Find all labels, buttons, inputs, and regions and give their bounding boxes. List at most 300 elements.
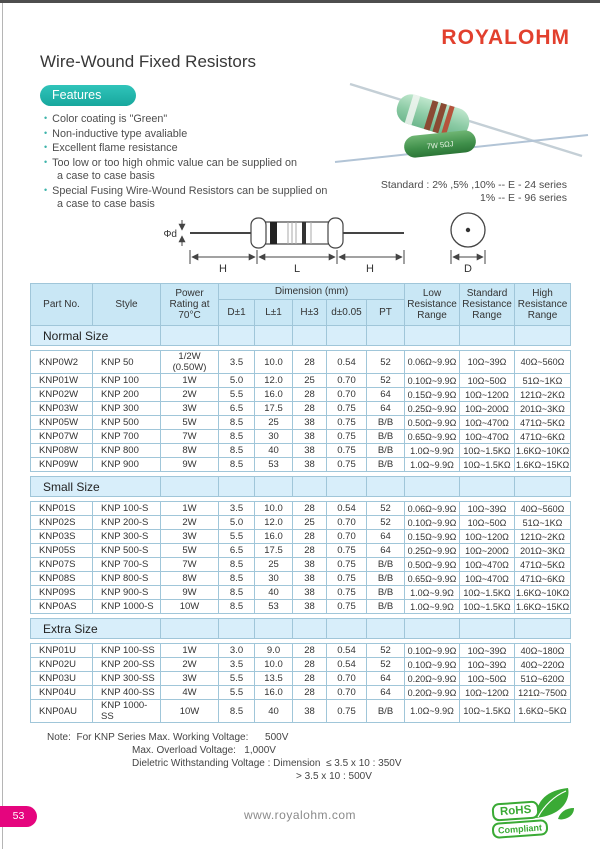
table-cell: KNP0AU xyxy=(31,700,93,723)
table-cell: 10Ω~200Ω xyxy=(460,402,515,416)
bullet-icon: • xyxy=(44,156,48,167)
table-cell: 0.10Ω~9.9Ω xyxy=(405,516,460,530)
table-cell: B/B xyxy=(367,430,405,444)
section-row xyxy=(31,619,571,639)
col-header-pt: PT xyxy=(367,300,405,326)
feature-item xyxy=(44,156,327,171)
table-cell: 0.25Ω~9.9Ω xyxy=(405,402,460,416)
col-header-high-range: High Resistance Range xyxy=(515,284,571,326)
table-cell: 51Ω~1KΩ xyxy=(515,374,571,388)
table-cell: 10Ω~1.5KΩ xyxy=(460,444,515,458)
table-cell: 0.70 xyxy=(327,686,367,700)
col-header-d: D±1 xyxy=(219,300,255,326)
table-cell: 30 xyxy=(255,572,293,586)
table-cell: 28 xyxy=(293,402,327,416)
feature-text: a case to case basis xyxy=(57,170,155,182)
section-cell xyxy=(161,477,219,497)
table-cell: 5.5 xyxy=(219,672,255,686)
table-cell: B/B xyxy=(367,444,405,458)
table-cell: 1.6KΩ~15KΩ xyxy=(516,601,570,612)
table-cell: 8.5 xyxy=(219,600,255,614)
diameter-label: Φd xyxy=(163,229,177,240)
col-header-power: Power Rating at 70°C xyxy=(161,284,219,326)
table-cell: 5.5 xyxy=(219,388,255,402)
table-cell: 40 xyxy=(255,444,293,458)
table-cell: B/B xyxy=(367,572,405,586)
section-cell xyxy=(367,326,405,346)
table-cell: 6.5 xyxy=(219,402,255,416)
table-cell: 10Ω~1.5KΩ xyxy=(460,458,515,472)
note-line-2: Max. Overload Voltage: 1,000V xyxy=(132,745,276,756)
table-cell: 2W xyxy=(161,658,219,672)
table-cell: 471Ω~6KΩ xyxy=(515,430,571,444)
spec-table-head xyxy=(31,284,571,326)
table-cell: 6.5 xyxy=(219,544,255,558)
table-cell: 13.5 xyxy=(255,672,293,686)
table-cell: 5.0 xyxy=(219,374,255,388)
table-cell: KNP 400-SS xyxy=(93,686,161,700)
resistor-body-dark-green xyxy=(403,129,477,158)
table-cell: 10Ω~39Ω xyxy=(460,644,515,658)
resistor-marking: 7W 5ΩJ xyxy=(426,139,454,151)
dim-d-label: D xyxy=(464,263,472,275)
table-cell: 0.06Ω~9.9Ω xyxy=(405,502,460,516)
section-cell xyxy=(293,477,327,497)
table-cell: 8.5 xyxy=(219,444,255,458)
table-cell: 38 xyxy=(293,586,327,600)
table-cell: 0.75 xyxy=(327,544,367,558)
table-cell: KNP0W2 xyxy=(31,351,93,374)
table-cell: 38 xyxy=(293,600,327,614)
table-cell: 1.0Ω~9.9Ω xyxy=(405,600,460,614)
table-cell: KNP07S xyxy=(31,558,93,572)
table-cell: KNP 300-SS xyxy=(93,672,161,686)
table-cell: 471Ω~6KΩ xyxy=(515,572,571,586)
table-cell: 10.0 xyxy=(255,502,293,516)
features-badge: Features xyxy=(40,85,136,106)
table-cell: 10W xyxy=(161,600,219,614)
table-cell: B/B xyxy=(367,458,405,472)
table-cell: KNP 100 xyxy=(93,374,161,388)
table-cell: 0.06Ω~9.9Ω xyxy=(405,351,460,374)
table-cell: 201Ω~3KΩ xyxy=(515,544,571,558)
table-cell: 10Ω~1.5KΩ xyxy=(460,600,515,614)
table-row xyxy=(31,530,571,544)
table-cell: 17.5 xyxy=(255,544,293,558)
table-cell: 0.54 xyxy=(327,658,367,672)
table-cell: KNP 500-S xyxy=(93,544,161,558)
table-row xyxy=(31,544,571,558)
table-cell: 1.6KΩ~10KΩ xyxy=(516,587,570,598)
table-cell: 0.75 xyxy=(327,430,367,444)
table-cell: 0.75 xyxy=(327,558,367,572)
table-cell: 0.70 xyxy=(327,530,367,544)
table-cell: 10Ω~120Ω xyxy=(460,530,515,544)
col-header-h: H±3 xyxy=(293,300,327,326)
table-row xyxy=(31,558,571,572)
table-row xyxy=(31,644,571,658)
table-cell: 38 xyxy=(293,572,327,586)
table-cell: KNP02S xyxy=(31,516,93,530)
table-cell: 0.54 xyxy=(327,644,367,658)
table-cell: KNP 300 xyxy=(93,402,161,416)
section-row xyxy=(31,326,571,346)
note-line-3: Dieletric Withstanding Voltage : Dimension ≤ 3.5 x 10 : 350V xyxy=(132,758,402,769)
table-cell: 471Ω~5KΩ xyxy=(515,416,571,430)
table-cell: KNP 700-S xyxy=(93,558,161,572)
col-header-dd: d±0.05 xyxy=(327,300,367,326)
table-cell: KNP 200 xyxy=(93,388,161,402)
table-cell: 10Ω~470Ω xyxy=(460,572,515,586)
table-row xyxy=(31,351,571,374)
table-cell: 1.6KΩ~15KΩ xyxy=(516,459,570,470)
table-cell: 10Ω~470Ω xyxy=(460,416,515,430)
table-cell: 5.5 xyxy=(219,530,255,544)
table-cell: KNP03U xyxy=(31,672,93,686)
section-cell xyxy=(460,619,515,639)
table-cell: 121Ω~2KΩ xyxy=(515,388,571,402)
table-cell: 0.10Ω~9.9Ω xyxy=(405,658,460,672)
table-cell: 10.0 xyxy=(255,351,293,374)
table-cell: 8.5 xyxy=(219,416,255,430)
bullet-icon: • xyxy=(44,113,48,123)
spec-table xyxy=(30,283,571,723)
table-cell: 28 xyxy=(293,388,327,402)
page-edge-left xyxy=(2,3,3,849)
table-cell: 10Ω~39Ω xyxy=(460,658,515,672)
table-cell: 12.0 xyxy=(255,516,293,530)
table-cell: KNP09S xyxy=(31,586,93,600)
table-cell: 1.6KΩ~5KΩ xyxy=(515,700,571,723)
table-row xyxy=(31,700,571,723)
table-cell: 0.75 xyxy=(327,402,367,416)
table-cell: KNP 900 xyxy=(93,458,161,472)
table-cell: KNP02U xyxy=(31,658,93,672)
table-cell: 2W xyxy=(161,516,219,530)
table-cell: B/B xyxy=(367,558,405,572)
table-cell: 0.75 xyxy=(327,458,367,472)
table-cell: 10Ω~1.5KΩ xyxy=(460,586,515,600)
table-cell: KNP07W xyxy=(31,430,93,444)
bullet-icon: • xyxy=(44,142,48,152)
table-cell: 38 xyxy=(293,444,327,458)
table-cell: 1.0Ω~9.9Ω xyxy=(405,586,460,600)
table-row xyxy=(31,516,571,530)
section-cell xyxy=(405,619,460,639)
section-title: Normal Size xyxy=(31,326,161,346)
table-cell: 9.0 xyxy=(255,644,293,658)
table-cell: KNP05W xyxy=(31,416,93,430)
table-cell: 3W xyxy=(161,672,219,686)
table-cell: 0.50Ω~9.9Ω xyxy=(405,416,460,430)
page-number-badge: 53 xyxy=(0,806,37,827)
section-cell xyxy=(161,619,219,639)
table-cell: KNP 1000-SS xyxy=(93,700,161,723)
table-cell: 8.5 xyxy=(219,558,255,572)
table-cell: 40 xyxy=(255,700,293,723)
table-cell: 12.0 xyxy=(255,374,293,388)
table-cell: 40Ω~220Ω xyxy=(515,658,571,672)
table-cell: 0.70 xyxy=(327,516,367,530)
table-cell: 0.75 xyxy=(327,586,367,600)
table-cell: 0.65Ω~9.9Ω xyxy=(405,430,460,444)
section-cell xyxy=(161,326,219,346)
section-cell xyxy=(515,477,571,497)
table-cell: KNP 100-SS xyxy=(93,644,161,658)
table-cell: 8.5 xyxy=(219,572,255,586)
table-cell: 28 xyxy=(293,502,327,516)
table-cell: 40 xyxy=(255,586,293,600)
table-cell: 10Ω~120Ω xyxy=(460,388,515,402)
table-cell: 38 xyxy=(293,430,327,444)
table-cell: 30 xyxy=(255,430,293,444)
table-row xyxy=(31,672,571,686)
table-cell: 28 xyxy=(293,644,327,658)
feature-text: a case to case basis xyxy=(57,198,155,210)
table-cell: 52 xyxy=(367,374,405,388)
table-cell: KNP 50 xyxy=(93,351,161,374)
feature-text: Excellent flame resistance xyxy=(52,142,178,154)
table-cell: 0.70 xyxy=(327,388,367,402)
table-cell: 10Ω~39Ω xyxy=(460,502,515,516)
rohs-label: RoHS xyxy=(491,800,539,821)
note-block xyxy=(47,731,402,783)
table-cell: 51Ω~1KΩ xyxy=(515,516,571,530)
feature-item xyxy=(44,112,327,127)
table-cell: 3W xyxy=(161,402,219,416)
feature-item xyxy=(44,170,327,184)
table-cell: KNP01W xyxy=(31,374,93,388)
table-cell: 38 xyxy=(293,558,327,572)
rohs-compliant-logo xyxy=(492,792,572,844)
table-cell: 5W xyxy=(161,416,219,430)
table-cell: 7W xyxy=(161,558,219,572)
table-cell: KNP05S xyxy=(31,544,93,558)
table-row xyxy=(31,374,571,388)
table-cell: KNP03W xyxy=(31,402,93,416)
table-cell: 3.5 xyxy=(219,502,255,516)
table-cell: 10Ω~120Ω xyxy=(460,686,515,700)
section-cell xyxy=(460,326,515,346)
table-cell: KNP04U xyxy=(31,686,93,700)
section-cell xyxy=(255,619,293,639)
table-cell: KNP 500 xyxy=(93,416,161,430)
table-cell: 38 xyxy=(293,700,327,723)
table-cell: 1.0Ω~9.9Ω xyxy=(405,700,460,723)
table-cell: 40Ω~560Ω xyxy=(515,502,571,516)
dimension-diagram xyxy=(30,200,570,275)
table-cell: 52 xyxy=(367,502,405,516)
table-cell: 5.5 xyxy=(219,686,255,700)
table-row xyxy=(31,572,571,586)
table-cell: 121Ω~750Ω xyxy=(515,686,571,700)
table-cell: 0.54 xyxy=(327,502,367,516)
table-row xyxy=(31,416,571,430)
table-row xyxy=(31,402,571,416)
feature-item xyxy=(44,127,327,142)
table-cell: 3.5 xyxy=(219,658,255,672)
table-cell: 16.0 xyxy=(255,530,293,544)
table-cell: 38 xyxy=(293,416,327,430)
table-cell: 53 xyxy=(255,600,293,614)
table-cell: 17.5 xyxy=(255,402,293,416)
feature-item xyxy=(44,184,327,199)
table-cell: 16.0 xyxy=(255,686,293,700)
note-line-1: Note: For KNP Series Max. Working Voltage: 500V xyxy=(47,732,289,743)
col-header-dimension: Dimension (mm) xyxy=(219,284,405,300)
section-cell xyxy=(367,477,405,497)
table-cell: KNP 300-S xyxy=(93,530,161,544)
col-header-standard-range: Standard Resistance Range xyxy=(460,284,515,326)
table-cell: 52 xyxy=(367,644,405,658)
rohs-compliant-label: Compliant xyxy=(492,819,549,839)
table-cell: 8W xyxy=(161,572,219,586)
table-cell: 25 xyxy=(255,416,293,430)
table-cell: 8W xyxy=(161,444,219,458)
table-cell: 52 xyxy=(367,351,405,374)
table-cell: 0.20Ω~9.9Ω xyxy=(405,672,460,686)
website-url: www.royalohm.com xyxy=(243,808,357,822)
table-cell: 8.5 xyxy=(219,700,255,723)
table-cell: 3.5 xyxy=(219,351,255,374)
table-cell: B/B xyxy=(367,586,405,600)
note-line-4: > 3.5 x 10 : 500V xyxy=(296,771,372,782)
standard-line-2: 1% -- E - 96 series xyxy=(480,192,567,204)
section-cell xyxy=(460,477,515,497)
table-cell: 64 xyxy=(367,388,405,402)
section-cell xyxy=(405,477,460,497)
table-cell: 51Ω~620Ω xyxy=(515,672,571,686)
table-cell: KNP08W xyxy=(31,444,93,458)
table-cell: 10Ω~50Ω xyxy=(460,516,515,530)
section-cell xyxy=(515,619,571,639)
resistor-outline-cap xyxy=(251,218,266,248)
table-cell: 0.65Ω~9.9Ω xyxy=(405,572,460,586)
bullet-icon: • xyxy=(44,127,48,138)
table-cell: KNP 100-S xyxy=(93,502,161,516)
table-cell: B/B xyxy=(367,600,405,614)
table-cell: 0.75 xyxy=(327,700,367,723)
resistor-outline-cap xyxy=(328,218,343,248)
table-cell: 28 xyxy=(293,544,327,558)
table-cell: B/B xyxy=(367,416,405,430)
table-cell: 0.10Ω~9.9Ω xyxy=(405,374,460,388)
table-cell: 10Ω~470Ω xyxy=(460,430,515,444)
table-cell: B/B xyxy=(367,700,405,723)
table-cell: KNP09W xyxy=(31,458,93,472)
table-cell: 8.5 xyxy=(219,430,255,444)
section-title: Small Size xyxy=(31,477,161,497)
table-cell: 25 xyxy=(255,558,293,572)
table-cell: 10Ω~200Ω xyxy=(460,544,515,558)
table-cell: 5W xyxy=(161,544,219,558)
table-cell: 28 xyxy=(293,658,327,672)
table-cell: KNP 800-S xyxy=(93,572,161,586)
table-cell: 0.15Ω~9.9Ω xyxy=(405,388,460,402)
table-cell: 64 xyxy=(367,544,405,558)
table-cell: 8.5 xyxy=(219,458,255,472)
col-header-part-no: Part No. xyxy=(31,284,93,326)
table-cell: 3.0 xyxy=(219,644,255,658)
table-cell: KNP01S xyxy=(31,502,93,516)
table-cell: KNP 1000-S xyxy=(93,600,161,614)
section-row xyxy=(31,477,571,497)
table-row xyxy=(31,686,571,700)
section-cell xyxy=(293,619,327,639)
table-cell: 52 xyxy=(367,658,405,672)
table-cell: 0.15Ω~9.9Ω xyxy=(405,530,460,544)
table-cell: 64 xyxy=(367,402,405,416)
table-row xyxy=(31,458,571,472)
features-list xyxy=(44,112,327,212)
table-cell: 0.75 xyxy=(327,600,367,614)
section-cell xyxy=(515,326,571,346)
table-cell: 9W xyxy=(161,586,219,600)
table-cell: KNP08S xyxy=(31,572,93,586)
table-cell: 1W xyxy=(161,644,219,658)
table-cell: 64 xyxy=(367,686,405,700)
table-row xyxy=(31,586,571,600)
table-cell: 10.0 xyxy=(255,658,293,672)
table-cell: 0.10Ω~9.9Ω xyxy=(405,644,460,658)
page-edge-top xyxy=(0,0,600,3)
section-cell xyxy=(219,477,255,497)
table-cell: 4W xyxy=(161,686,219,700)
table-cell: 28 xyxy=(293,686,327,700)
table-cell: KNP 700 xyxy=(93,430,161,444)
table-cell: 10Ω~1.5KΩ xyxy=(460,700,515,723)
table-cell: 3W xyxy=(161,530,219,544)
dim-l-label: L xyxy=(293,263,301,275)
section-cell xyxy=(327,477,367,497)
table-cell: 1.0Ω~9.9Ω xyxy=(405,458,460,472)
table-cell: 0.75 xyxy=(327,572,367,586)
table-cell: 52 xyxy=(367,516,405,530)
table-cell: 2W xyxy=(161,388,219,402)
table-cell: 0.25Ω~9.9Ω xyxy=(405,544,460,558)
bullet-icon: • xyxy=(44,184,48,195)
table-cell: 0.75 xyxy=(327,444,367,458)
section-title: Extra Size xyxy=(31,619,161,639)
table-cell: 0.54 xyxy=(327,351,367,374)
table-cell: KNP 200-S xyxy=(93,516,161,530)
table-cell: 64 xyxy=(367,672,405,686)
table-cell: 1.0Ω~9.9Ω xyxy=(405,444,460,458)
table-cell: 0.20Ω~9.9Ω xyxy=(405,686,460,700)
table-cell: 28 xyxy=(293,351,327,374)
table-cell: 10Ω~39Ω xyxy=(460,351,515,374)
table-cell: KNP 200-SS xyxy=(93,658,161,672)
section-cell xyxy=(219,619,255,639)
section-cell xyxy=(293,326,327,346)
table-cell: 5.0 xyxy=(219,516,255,530)
table-cell: 8.5 xyxy=(219,586,255,600)
table-row xyxy=(31,430,571,444)
table-row xyxy=(31,388,571,402)
brand-logo: ROYALOHM xyxy=(441,26,570,49)
feature-text: Too low or too high ohmic value can be supplied on xyxy=(52,156,298,169)
table-cell: 40Ω~560Ω xyxy=(515,351,571,374)
section-cell xyxy=(327,326,367,346)
col-header-style: Style xyxy=(93,284,161,326)
table-cell: 121Ω~2KΩ xyxy=(515,530,571,544)
table-row xyxy=(31,658,571,672)
feature-text: Color coating is "Green" xyxy=(52,113,168,125)
table-cell: 0.50Ω~9.9Ω xyxy=(405,558,460,572)
table-cell: 0.70 xyxy=(327,374,367,388)
table-cell: 10W xyxy=(161,700,219,723)
dim-h1-label: H xyxy=(219,263,227,275)
